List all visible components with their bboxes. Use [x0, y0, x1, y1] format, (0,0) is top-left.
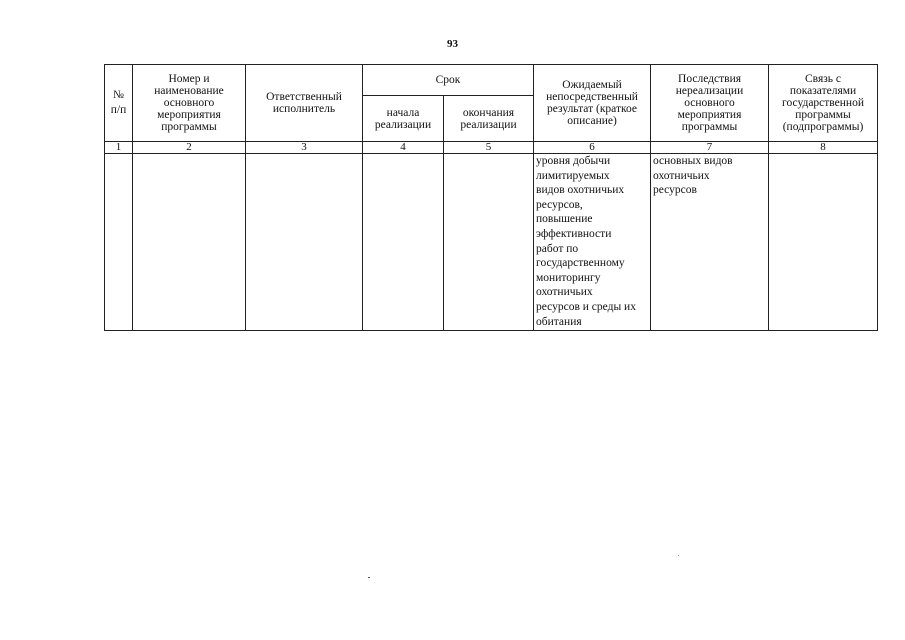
- header-start: начала реализации: [363, 96, 444, 142]
- header-term-group: Срок: [363, 65, 534, 96]
- table-row: [105, 154, 878, 331]
- cell-indicators-link: [769, 154, 878, 331]
- column-number: 2: [133, 142, 246, 154]
- column-number: 1: [105, 142, 133, 154]
- header-indicators-link: Связь с показателями государственной программы (подпрограммы): [769, 65, 878, 142]
- cell-activity-name: [133, 154, 246, 331]
- column-number: 5: [444, 142, 534, 154]
- cell-expected-result: уровня добычи лимитируемых видов охотничьих ресурсов, повышение эффективности работ по государственному мониторингу охотничьих ресурсов и среды их обитания: [534, 154, 651, 331]
- header-responsible: Ответственный исполнитель: [246, 65, 363, 142]
- header-index: № п/п: [105, 65, 133, 142]
- column-number: 3: [246, 142, 363, 154]
- column-number: 4: [363, 142, 444, 154]
- column-number: 6: [534, 142, 651, 154]
- header-end: окончания реализации: [444, 96, 534, 142]
- cell-start: [363, 154, 444, 331]
- header-consequences: Последствия нереализации основного мероприятия программы: [651, 65, 769, 142]
- header-expected-result: Ожидаемый непосредственный результат (краткое описание): [534, 65, 651, 142]
- column-number: 8: [769, 142, 878, 154]
- scan-speck: [678, 555, 679, 556]
- cell-responsible: [246, 154, 363, 331]
- header-activity-name: Номер и наименование основного мероприятия программы: [133, 65, 246, 142]
- scan-speck: [368, 577, 370, 578]
- column-number: 7: [651, 142, 769, 154]
- column-number-row: [105, 142, 878, 154]
- cell-end: [444, 154, 534, 331]
- page-number: 93: [447, 38, 458, 50]
- cell-index: [105, 154, 133, 331]
- cell-consequences: основных видов охотничьих ресурсов: [651, 154, 769, 331]
- program-activities-table: [104, 64, 878, 331]
